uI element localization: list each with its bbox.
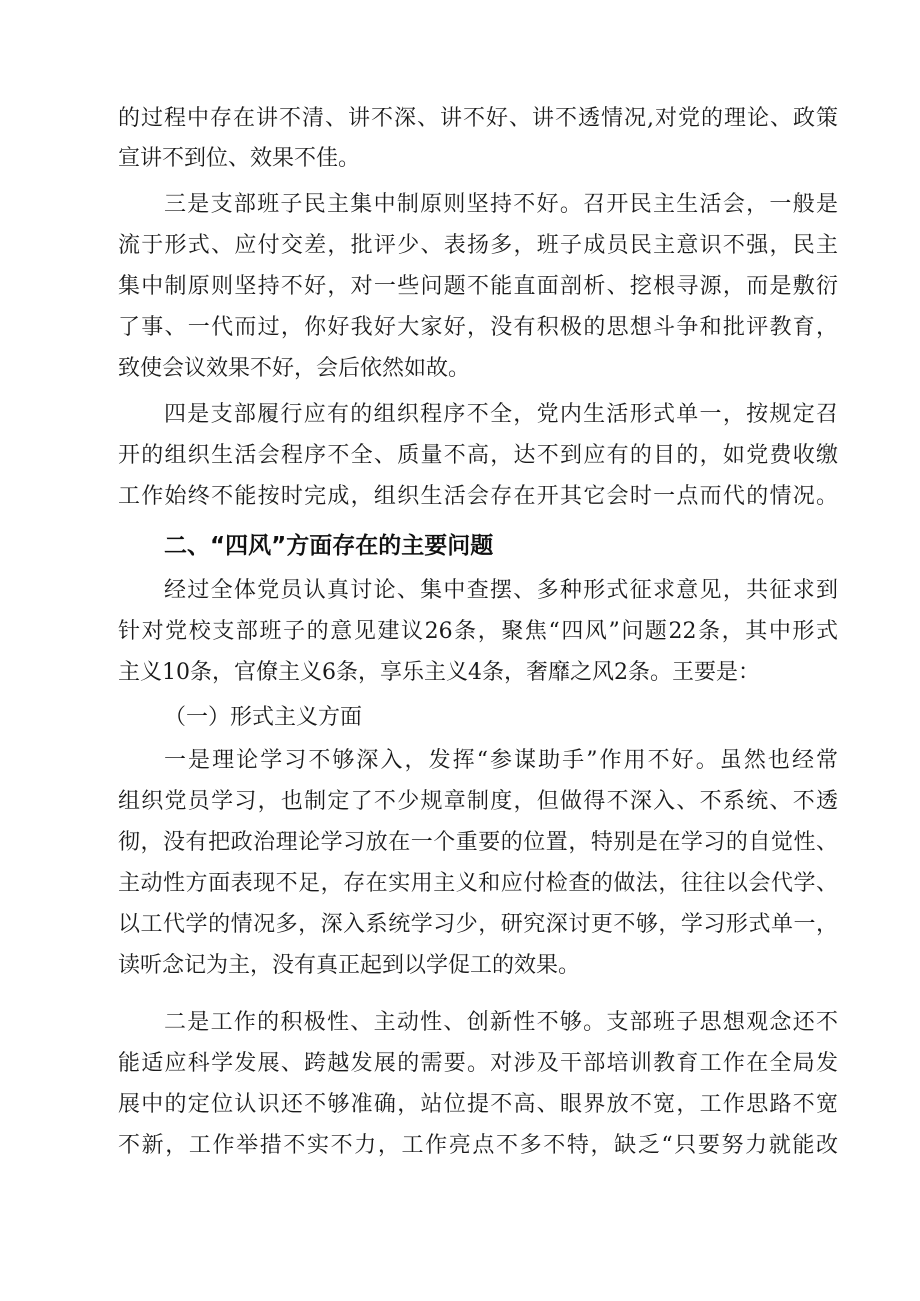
body-text-line: 主动性方面表现不足，存在实用主义和应付检查的做法，往往以会代学、 — [118, 871, 838, 896]
body-text-line: 读听念记为主，没有真正起到以学促工的效果。 — [118, 953, 581, 978]
paragraph-start-line: 四是支部履行应有的组织程序不全，党内生活形式单一，按规定召 — [164, 402, 838, 427]
body-text-line: 主义10条，官僚主义6条，享乐主义4条，奢靡之风2条。王要是： — [118, 660, 760, 685]
body-text-line: 工作始终不能按时完成，组织生活会存在开其它会时一点而代的情况。 — [118, 484, 838, 509]
paragraph-start-line: 一是理论学习不够深入，发挥“参谋助手”作用不好。虽然也经常 — [164, 748, 838, 773]
body-text-line: 开的组织生活会程序不全、质量不高，达不到应有的目的，如党费收缴 — [118, 443, 838, 468]
paragraph-start-line: 二是工作的积极性、主动性、创新性不够。支部班子思想观念还不 — [164, 1010, 838, 1035]
body-text-line: 集中制原则坚持不好，对一些问题不能直面剖析、挖根寻源，而是敷衍 — [118, 274, 838, 299]
subsection-heading: （一）形式主义方面 — [164, 705, 363, 730]
body-text-line: 了事、一代而过，你好我好大家好，没有积极的思想斗争和批评教育， — [118, 315, 838, 340]
body-text-line: 不新，工作举措不实不力，工作亮点不多不特，缺乏“只要努力就能改 — [118, 1133, 838, 1158]
paragraph-start-line: 三是支部班子民主集中制原则坚持不好。召开民主生活会，一般是 — [164, 192, 838, 217]
body-text-line: 致使会议效果不好，会后依然如故。 — [118, 356, 471, 381]
body-text-line: 的过程中存在讲不清、讲不深、讲不好、讲不透情况,对党的理论、政策 — [118, 106, 838, 131]
body-text-line: 针对党校支部班子的意见建议26条，聚焦“四风”问题22条，其中形式 — [118, 619, 838, 644]
paragraph-start-line: 经过全体党员认真讨论、集中查摆、多种形式征求意见，共征求到 — [164, 578, 838, 603]
body-text-line: 能适应科学发展、跨越发展的需要。对涉及干部培训教育工作在全局发 — [118, 1051, 838, 1076]
body-text-line: 宣讲不到位、效果不佳。 — [118, 146, 361, 171]
body-text-line: 展中的定位认识还不够准确，站位提不高、眼界放不宽，工作思路不宽 — [118, 1092, 838, 1117]
section-heading: 二、“四风”方面存在的主要问题 — [164, 533, 494, 559]
body-text-line: 以工代学的情况多，深入系统学习少，研究深讨更不够，学习形式单一， — [118, 912, 838, 937]
body-text-line: 组织党员学习，也制定了不少规章制度，但做得不深入、不系统、不透 — [118, 789, 838, 814]
body-text-line: 彻，没有把政治理论学习放在一个重要的位置，特别是在学习的自觉性、 — [118, 830, 838, 855]
body-text-line: 流于形式、应付交差，批评少、表扬多，班子成员民主意识不强，民主 — [118, 233, 838, 258]
